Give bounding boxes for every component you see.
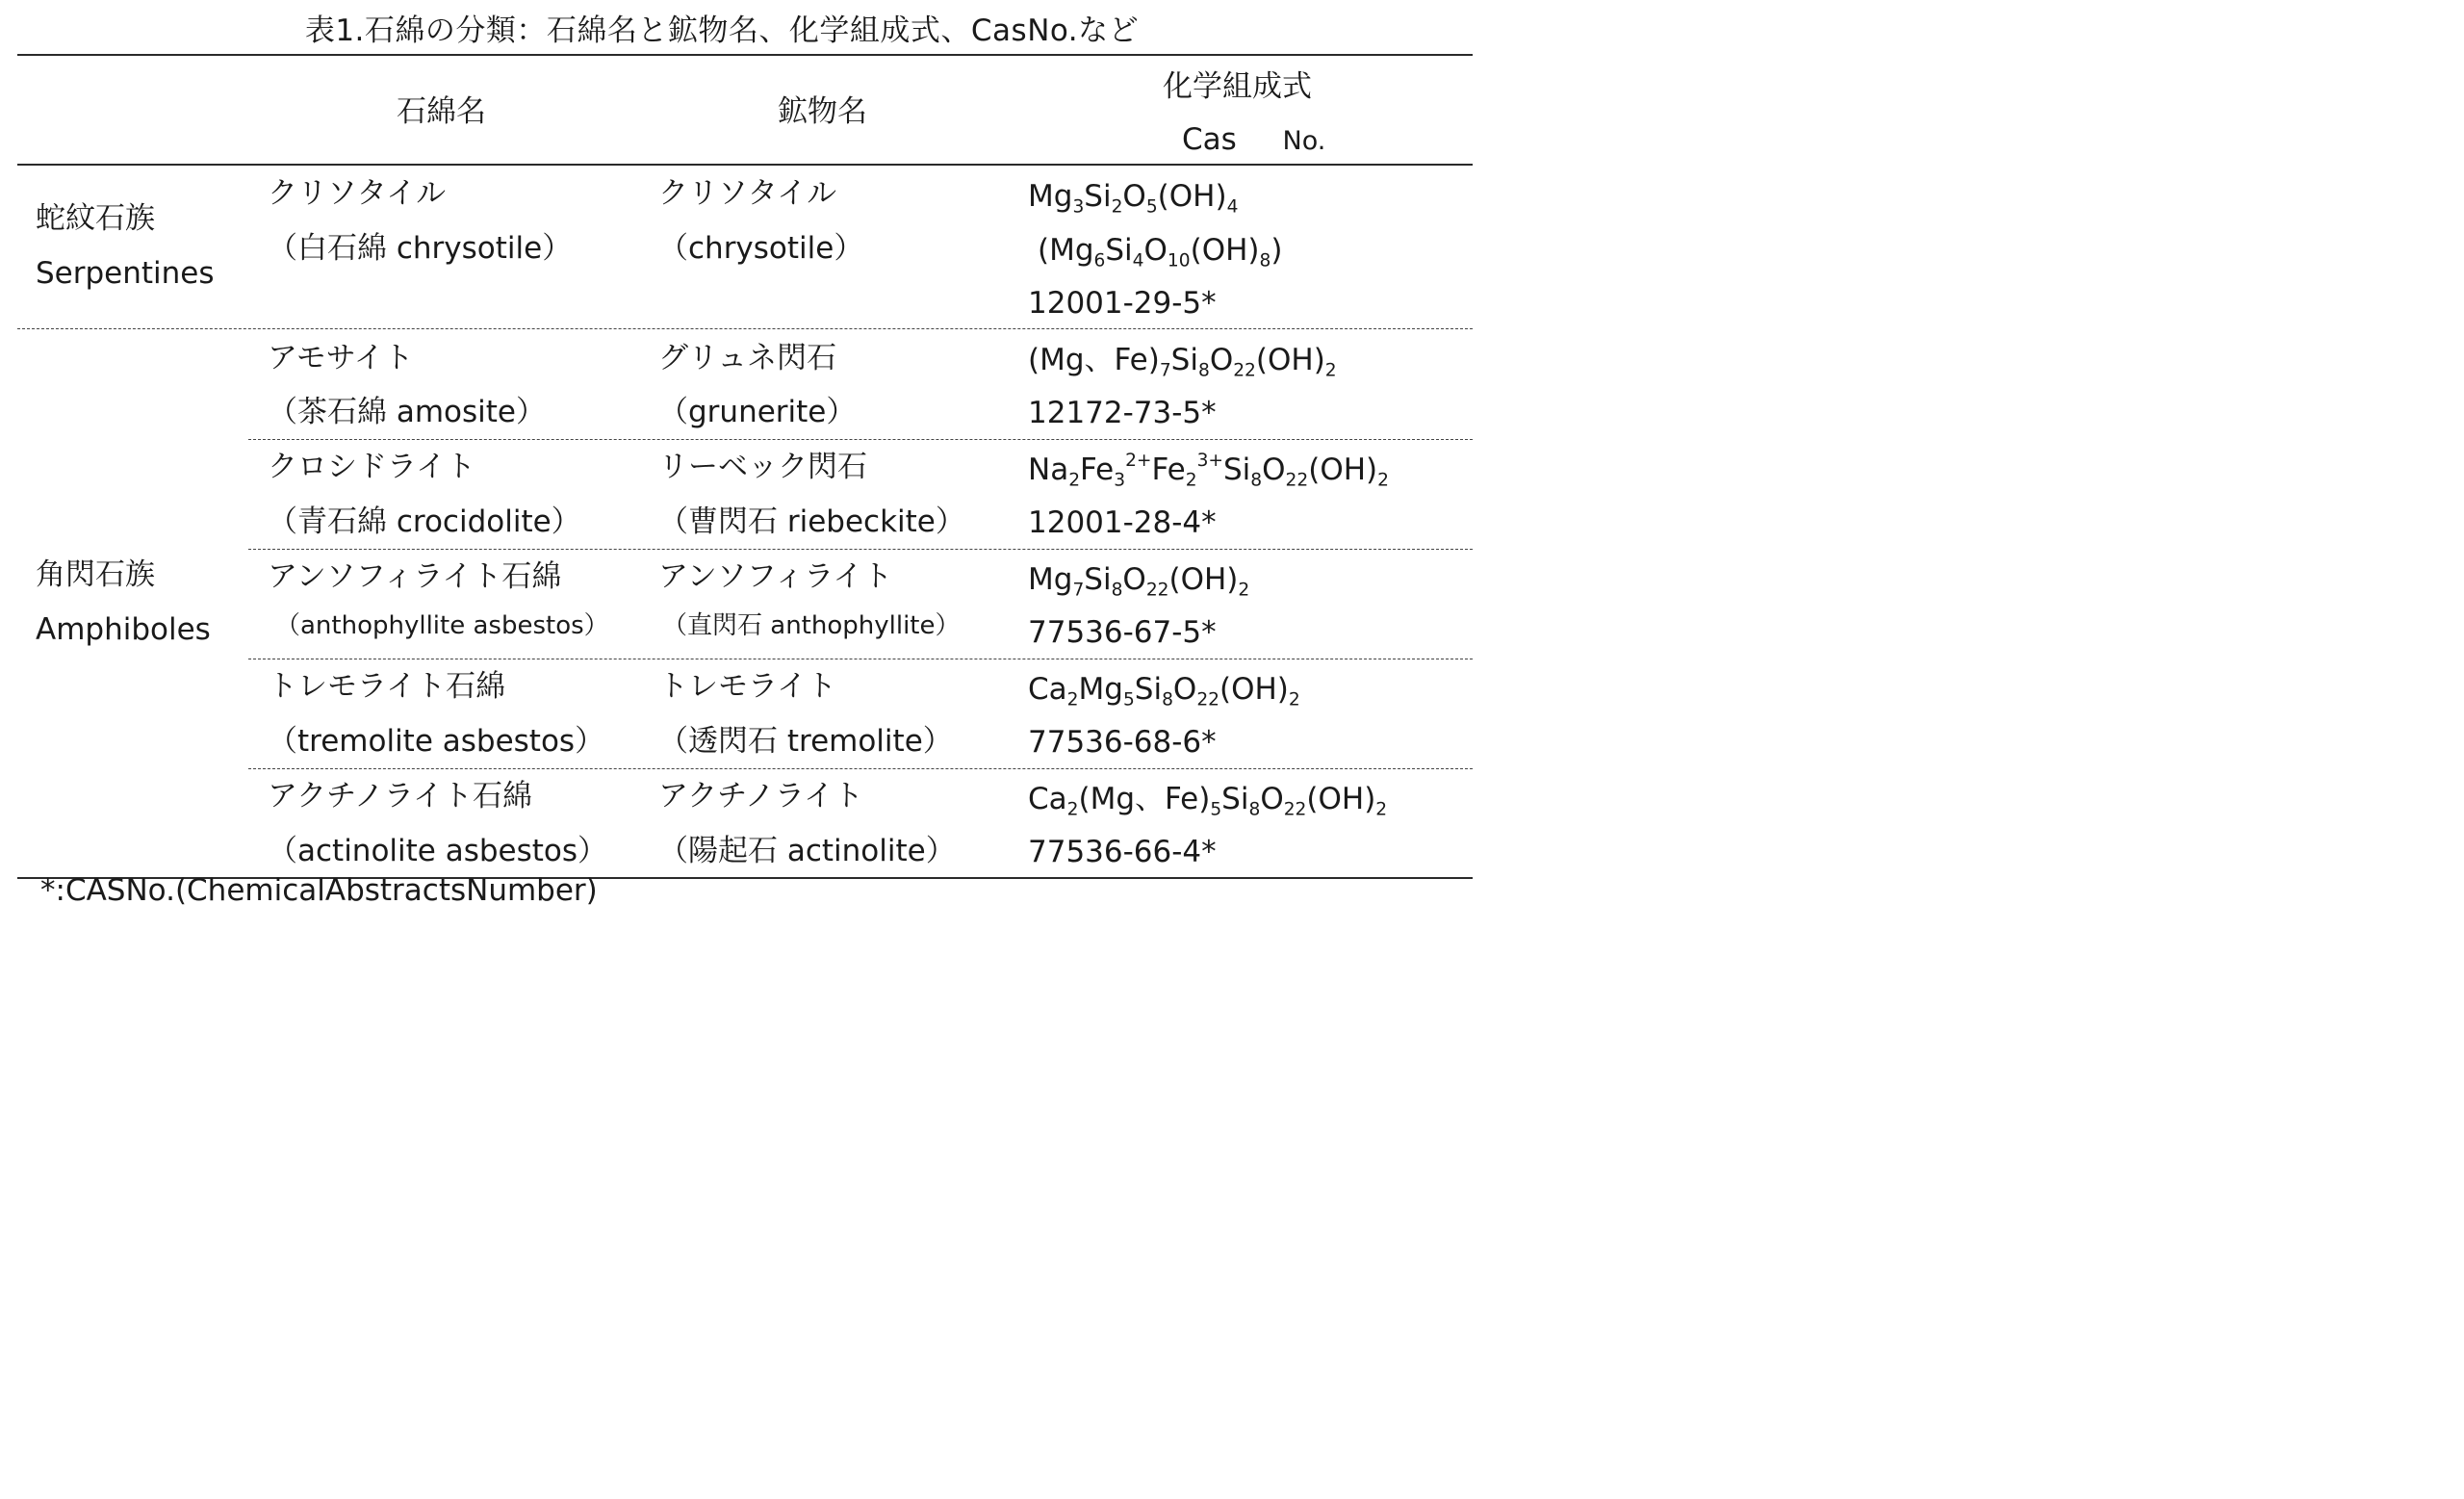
asbestos-name-ja: アクチノライト石綿 [268,779,532,814]
cas-number: 12001-29-5* [1028,286,1217,321]
cas-number: 12001-28-4* [1028,505,1217,540]
header-mineral-name: 鉱物名 [778,94,867,129]
mineral-name-en: （直閃石 anthophyllite） [662,611,961,640]
mineral-name-ja: アンソフィライト [658,559,893,594]
asbestos-name-en: （青石綿 crocidolite） [268,504,581,539]
asbestos-name-ja: クリソタイル [268,176,447,211]
footnote: *:CASNo.(ChemicalAbstractsNumber) [40,873,598,908]
mineral-name-en: （透閃石 tremolite） [658,724,953,759]
chemical-formula: $Mg_7Si_8O_{22}(OH)_2$ [1028,562,1250,601]
group-label-en: Serpentines [36,256,215,291]
cas-number: 77536-67-5* [1028,615,1217,650]
asbestos-name-en: （actinolite asbestos） [268,834,608,868]
mineral-name-ja: グリュネ閃石 [658,341,837,375]
header-no-label: No. [1282,126,1326,156]
mineral-name-ja: トレモライト [658,669,837,704]
asbestos-name-en: （tremolite asbestos） [268,724,605,759]
cas-number: 77536-66-4* [1028,835,1217,869]
header-cas [1182,120,1325,161]
mineral-name-en: （grunerite） [658,395,857,429]
rule-header [17,164,1473,166]
asbestos-name-ja: クロシドライト [268,450,476,484]
mineral-name-en: （chrysotile） [658,231,864,266]
row-divider [248,439,1473,440]
header-formula: 化学組成式 [1163,69,1312,104]
asbestos-name-ja: アンソフィライト石綿 [268,559,562,594]
cas-number: 12172-73-5* [1028,396,1217,430]
header-asbestos-name: 石綿名 [397,94,486,129]
row-divider [248,549,1473,550]
mineral-name-en: （陽起石 actinolite） [658,834,956,868]
asbestos-name-en: （anthophyllite asbestos） [275,611,609,640]
asbestos-name-en: （茶石綿 amosite） [268,395,547,429]
group-label-ja: 蛇紋石族 [36,201,155,236]
chemical-formula-alt: $(Mg_6Si_4O_{10}(OH)_8)$ [1038,233,1283,271]
asbestos-name-ja: アモサイト [268,341,414,375]
row-divider [248,768,1473,769]
mineral-name-ja: クリソタイル [658,176,837,211]
chemical-formula: $Ca_2(Mg$、$Fe)_5Si_8O_{22}(OH)_2$ [1028,782,1388,820]
chemical-formula: $Mg_3Si_2O_5(OH)_4$ [1028,179,1239,218]
table-caption: 表1.石綿の分類：石綿名と鉱物名、化学組成式、CasNo.など [304,13,1140,48]
group-label-ja: 角閃石族 [36,557,155,592]
chemical-formula: $Ca_2Mg_5Si_8O_{22}(OH)_2$ [1028,672,1300,711]
rule-group [17,328,1473,329]
group-label-en: Amphiboles [36,612,211,647]
asbestos-name-ja: トレモライト石綿 [268,669,506,704]
mineral-name-ja: アクチノライト [658,779,863,814]
chemical-formula: $Na_2Fe_3^{2+}Fe_2^{3+}Si_8O_{22}(OH)_2$ [1028,451,1389,491]
cas-number: 77536-68-6* [1028,725,1217,760]
header-cas-label: Cas [1182,122,1237,157]
asbestos-name-en: （白石綿 chrysotile） [268,231,573,266]
rule-top [17,54,1473,56]
chemical-formula: (Mg、$Fe)_7Si_8O_{22}(OH)_2$ [1028,343,1337,381]
mineral-name-ja: リーベック閃石 [658,450,867,484]
mineral-name-en: （曹閃石 riebeckite） [658,504,965,539]
